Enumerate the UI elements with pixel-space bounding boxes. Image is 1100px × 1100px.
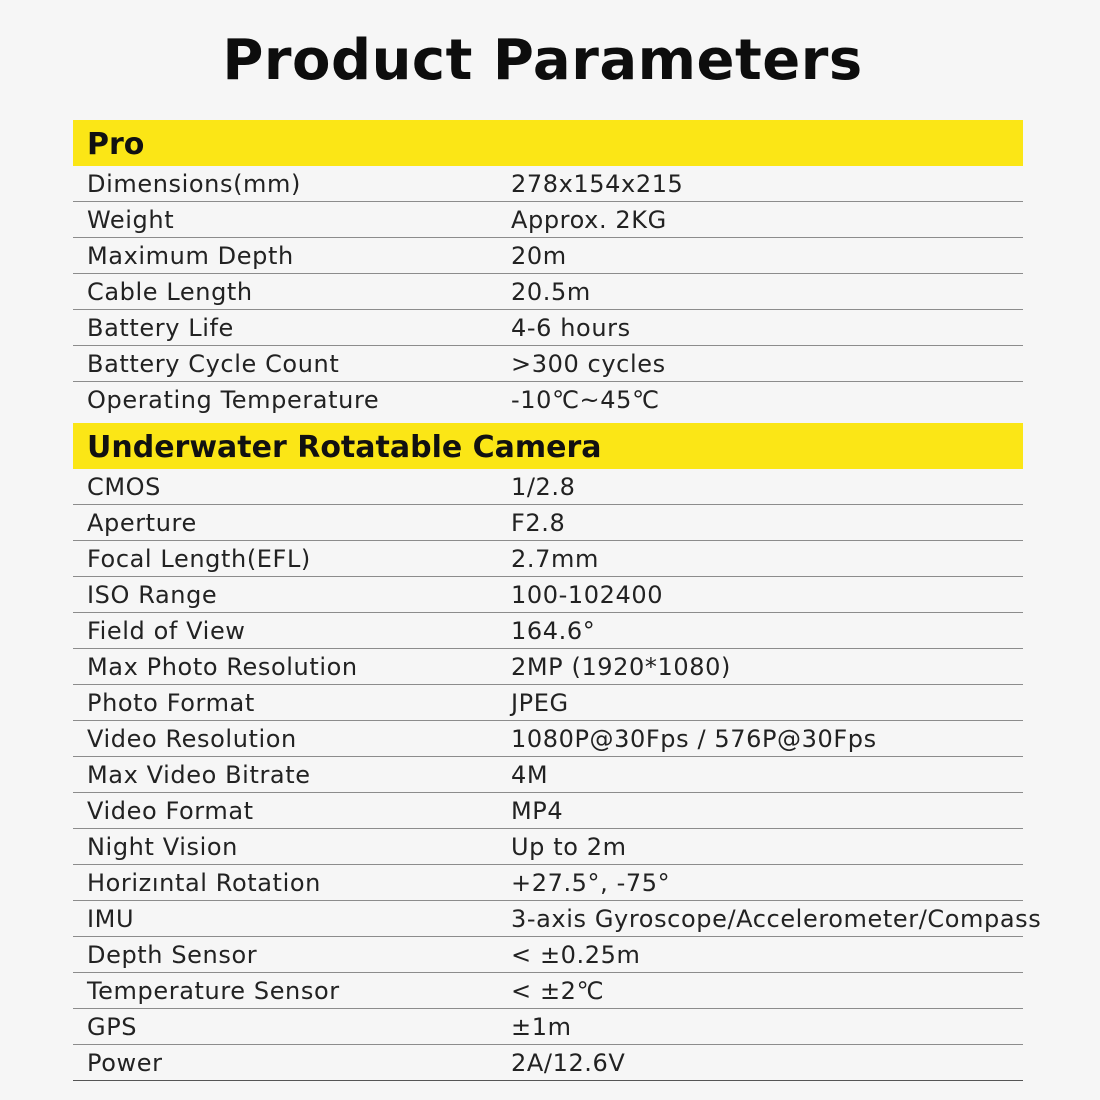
param-value: -10℃~45℃	[511, 386, 660, 414]
table-row	[73, 166, 1023, 202]
param-name: GPS	[87, 1013, 138, 1041]
param-name: Video Format	[87, 797, 254, 825]
table-row	[73, 721, 1023, 757]
param-value: 1080P@30Fps / 576P@30Fps	[511, 725, 877, 753]
param-name: Horizıntal Rotation	[87, 869, 321, 897]
param-value: 4M	[511, 761, 549, 789]
param-value: 1/2.8	[511, 473, 576, 501]
param-name: Field of View	[87, 617, 246, 645]
table-row	[73, 685, 1023, 721]
param-name: IMU	[87, 905, 135, 933]
param-value: +27.5°, -75°	[511, 869, 671, 897]
param-value: Approx. 2KG	[511, 206, 667, 234]
param-name: Battery Cycle Count	[87, 350, 340, 378]
param-value: 2A/12.6V	[511, 1049, 626, 1077]
table-row	[73, 505, 1023, 541]
param-value: F2.8	[511, 509, 566, 537]
table-row	[73, 973, 1023, 1009]
parameters-table	[73, 120, 1042, 1081]
param-value: JPEG	[511, 689, 569, 717]
param-name: CMOS	[87, 473, 161, 501]
param-value: 20.5m	[511, 278, 591, 306]
table-row	[73, 274, 1023, 310]
param-name: Max Video Bitrate	[87, 761, 311, 789]
param-name: ISO Range	[87, 581, 218, 609]
param-value: MP4	[511, 797, 564, 825]
table-row	[73, 310, 1023, 346]
param-name: Maximum Depth	[87, 242, 294, 270]
param-name: Weight	[87, 206, 175, 234]
table-row	[73, 901, 1042, 937]
param-value: Up to 2m	[511, 833, 627, 861]
param-name: Max Photo Resolution	[87, 653, 358, 681]
table-row	[73, 1045, 1023, 1081]
param-name: Operating Temperature	[87, 386, 380, 414]
table-row	[73, 1009, 1023, 1045]
param-name: Battery Life	[87, 314, 234, 342]
param-name: Power	[87, 1049, 163, 1077]
param-value: 2.7mm	[511, 545, 599, 573]
param-name: Cable Length	[87, 278, 253, 306]
table-row	[73, 238, 1023, 274]
param-value: ±1m	[511, 1013, 572, 1041]
table-row	[73, 202, 1023, 238]
table-row	[73, 382, 1023, 418]
param-name: Photo Format	[87, 689, 255, 717]
param-value: 164.6°	[511, 617, 596, 645]
table-row	[73, 346, 1023, 382]
param-value: 3-axis Gyroscope/Accelerometer/Compass	[511, 905, 1042, 933]
param-name: Video Resolution	[87, 725, 297, 753]
table-row	[73, 613, 1023, 649]
param-value: 278x154x215	[511, 170, 684, 198]
param-value: 4-6 hours	[511, 314, 631, 342]
section-header-pro: Pro	[73, 120, 1023, 166]
param-name: Focal Length(EFL)	[87, 545, 311, 573]
section-header-camera: Underwater Rotatable Camera	[73, 423, 1023, 469]
table-row	[73, 757, 1023, 793]
param-name: Aperture	[87, 509, 197, 537]
table-row	[73, 937, 1023, 973]
table-row	[73, 469, 1023, 505]
param-value: 20m	[511, 242, 567, 270]
table-row	[73, 865, 1023, 901]
param-value: 2MP (1920*1080)	[511, 653, 731, 681]
table-row	[73, 649, 1023, 685]
table-row	[73, 829, 1023, 865]
param-value: < ±2℃	[511, 977, 605, 1005]
table-row	[73, 577, 1023, 613]
param-name: Temperature Sensor	[87, 977, 340, 1005]
param-name: Night Vision	[87, 833, 238, 861]
table-row	[73, 541, 1023, 577]
param-value: 100-102400	[511, 581, 664, 609]
param-name: Dimensions(mm)	[87, 170, 301, 198]
page-title: Product Parameters	[222, 28, 863, 93]
param-name: Depth Sensor	[87, 941, 258, 969]
param-value: >300 cycles	[511, 350, 666, 378]
table-row	[73, 793, 1023, 829]
param-value: < ±0.25m	[511, 941, 641, 969]
